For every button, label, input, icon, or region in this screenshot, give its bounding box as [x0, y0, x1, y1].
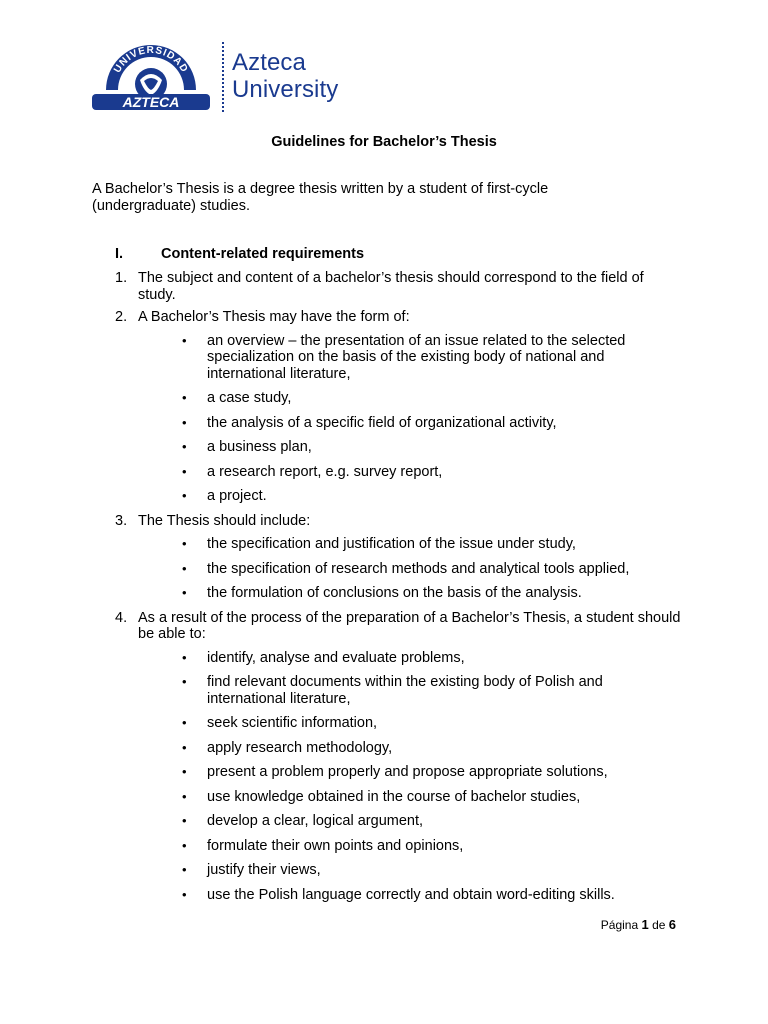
bullet-text: the analysis of a specific field of organizational activity,	[207, 414, 557, 431]
bullet-icon: •	[182, 463, 187, 479]
bullet-icon: •	[182, 414, 187, 430]
list-item-number: 2.	[115, 309, 128, 325]
bullet-list	[138, 650, 685, 904]
bullet-icon: •	[182, 649, 187, 665]
bullet-text: a business plan,	[207, 439, 312, 455]
brand-line-1: Azteca	[232, 49, 306, 76]
bullet-icon: •	[182, 332, 187, 348]
document-title: Guidelines for Bachelor’s Thesis	[271, 134, 497, 150]
page-current: 1	[641, 917, 649, 932]
bullet-text: present a problem properly and propose appropriate solutions,	[207, 764, 608, 780]
list-item-text: As a result of the process of the preparation of a Bachelor’s Thesis, a student should be able to:	[138, 609, 681, 642]
bullet-icon: •	[182, 886, 187, 902]
bullet-item	[138, 715, 685, 732]
bullet-icon: •	[182, 674, 187, 689]
bullet-item	[138, 439, 685, 456]
list-item-number: 3.	[115, 512, 128, 529]
bullet-item	[138, 536, 685, 553]
universidad-azteca-logo	[88, 40, 214, 116]
list-item	[115, 270, 685, 303]
bullet-icon: •	[182, 764, 187, 779]
bullet-item	[138, 764, 685, 781]
bullet-text: use knowledge obtained in the course of bachelor studies,	[207, 788, 581, 805]
bullet-icon: •	[182, 536, 187, 551]
bullet-icon: •	[182, 585, 187, 600]
bullet-text: the specification of research methods and analytical tools applied,	[207, 560, 630, 577]
bullet-item	[138, 415, 685, 432]
brand-name	[232, 49, 338, 103]
bullet-text: use the Polish language correctly and obtain word-editing skills.	[207, 886, 615, 903]
bullet-icon: •	[182, 862, 187, 877]
bullet-item	[138, 838, 685, 855]
bullet-text: justify their views,	[207, 862, 321, 878]
bullet-item	[138, 561, 685, 578]
page-number	[601, 917, 676, 932]
brand-divider	[222, 42, 224, 112]
bullet-icon: •	[182, 560, 187, 576]
bullet-list	[138, 536, 685, 602]
bullet-text: develop a clear, logical argument,	[207, 813, 424, 829]
bullet-text: apply research methodology,	[207, 739, 393, 756]
bullet-item	[138, 887, 685, 904]
bullet-item	[138, 464, 685, 481]
list-item	[115, 610, 685, 904]
requirements-list	[115, 270, 685, 911]
bullet-icon: •	[182, 813, 187, 828]
intro-paragraph: A Bachelor’s Thesis is a degree thesis written by a student of first-cycle (undergraduate) studies.	[92, 181, 549, 214]
bullet-text: an overview – the presentation of an issue related to the selected specialization on the basis of the existing body of national and international literature,	[207, 332, 626, 382]
bullet-text: find relevant documents within the existing body of Polish and international literature,	[207, 674, 603, 707]
bullet-item	[138, 789, 685, 806]
bullet-text: a research report, e.g. survey report,	[207, 463, 443, 480]
page-sep: de	[652, 918, 666, 932]
bullet-item	[138, 390, 685, 407]
bullet-item	[138, 650, 685, 667]
bullet-icon: •	[182, 739, 187, 755]
list-item-number: 1.	[115, 270, 128, 286]
bullet-item	[138, 333, 685, 383]
list-item-text: The Thesis should include:	[138, 512, 311, 529]
bullet-text: the specification and justification of the issue under study,	[207, 536, 576, 552]
bullet-item	[138, 813, 685, 830]
section-numeral: I.	[115, 246, 124, 262]
bullet-icon: •	[182, 439, 187, 454]
bullet-text: formulate their own points and opinions,	[207, 837, 464, 854]
list-item-text: A Bachelor’s Thesis may have the form of:	[138, 309, 410, 325]
bullet-text: a project.	[207, 488, 267, 504]
logo-word: AZTECA	[122, 94, 180, 110]
bullet-icon: •	[182, 488, 187, 503]
logo-arc-text: UNIVERSIDAD	[112, 44, 190, 75]
bullet-item	[138, 740, 685, 757]
bullet-item	[138, 674, 685, 707]
section-heading-text: Content-related requirements	[161, 246, 365, 262]
list-item	[115, 513, 685, 602]
list-item-text: The subject and content of a bachelor’s thesis should correspond to the field of study.	[138, 270, 644, 303]
bullet-item	[138, 488, 685, 505]
bullet-text: the formulation of conclusions on the basis of the analysis.	[207, 585, 582, 601]
bullet-icon: •	[182, 715, 187, 730]
page-label: Página	[600, 918, 639, 932]
bullet-item	[138, 862, 685, 879]
bullet-icon: •	[182, 788, 187, 804]
bullet-item	[138, 585, 685, 602]
bullet-text: seek scientific information,	[207, 715, 378, 731]
list-item-number: 4.	[115, 609, 128, 626]
page-total: 6	[668, 917, 676, 932]
list-item	[115, 309, 685, 505]
bullet-list	[138, 333, 685, 505]
brand-line-2: University	[232, 76, 339, 103]
bullet-text: identify, analyse and evaluate problems,	[207, 649, 465, 666]
bullet-icon: •	[182, 390, 187, 405]
bullet-text: a case study,	[207, 390, 292, 406]
bullet-icon: •	[182, 837, 187, 853]
section-heading	[115, 246, 364, 262]
